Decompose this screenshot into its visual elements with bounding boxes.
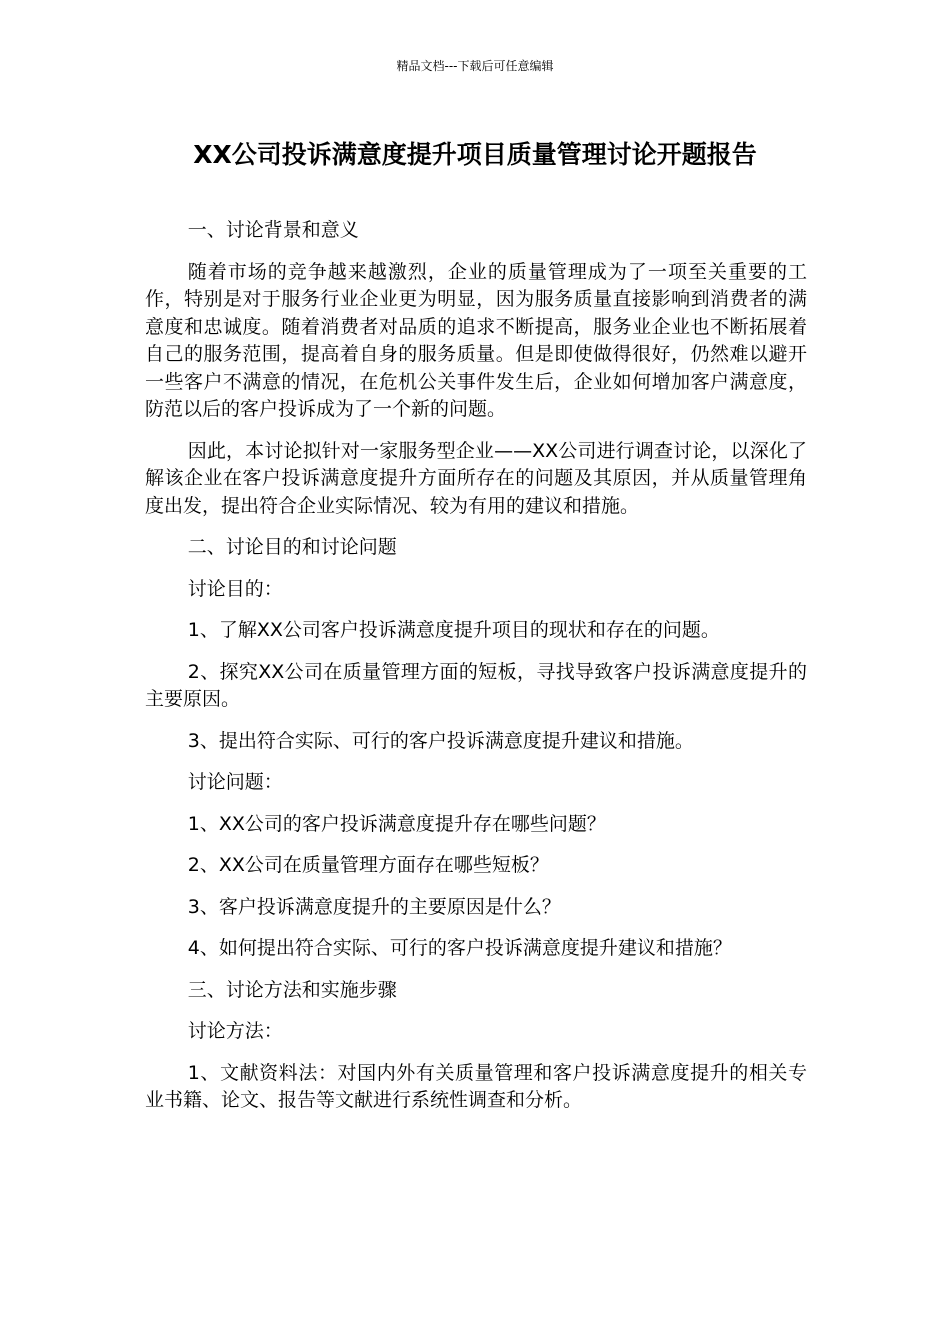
purpose-paragraph: 因此，本讨论拟针对一家服务型企业——XX公司进行调查讨论，以深化了解该企业在客户投诉满意度提升方面所存在的问题及其原因，并从质量管理角度出发，提出符合企业实际情况、较为有用的建议和措施。 <box>145 439 807 517</box>
document-title: XX公司投诉满意度提升项目质量管理讨论开题报告 <box>193 140 757 169</box>
document-body <box>145 217 807 1129</box>
questions-label: 讨论问题： <box>187 771 283 793</box>
section-heading-methods: 三、讨论方法和实施步骤 <box>187 978 397 1001</box>
background-paragraph: 随着市场的竞争越来越激烈，企业的质量管理成为了一项至关重要的工作，特别是对于服务行业企业更为明显，因为服务质量直接影响到消费者的满意度和忠诚度。随着消费者对品质的追求不断提高，服务业企业也不断拓展着自己的服务范围，提高着自身的服务质量。但是即使做得很好，仍然难以避开一些客户不满意的情况，在危机公关事件发生后，企业如何增加客户满意度，防范以后的客户投诉成为了一个新的问题。 <box>145 260 807 420</box>
question-item: 4、如何提出符合实际、可行的客户投诉满意度提升建议和措施？ <box>187 937 732 959</box>
section-heading-background: 一、讨论背景和意义 <box>187 219 359 241</box>
question-item: 3、客户投诉满意度提升的主要原因是什么？ <box>187 895 561 918</box>
objective-item: 2、探究XX公司在质量管理方面的短板，寻找导致客户投诉满意度提升的主要原因。 <box>145 660 807 710</box>
objective-item: 1、了解XX公司客户投诉满意度提升项目的现状和存在的问题。 <box>187 619 720 641</box>
objectives-label: 讨论目的： <box>187 577 283 600</box>
question-item: 2、XX公司在质量管理方面存在哪些短板？ <box>187 854 549 876</box>
method-item: 1、文献资料法：对国内外有关质量管理和客户投诉满意度提升的相关专业书籍、论文、报告等文献进行系统性调查和分析。 <box>145 1061 807 1111</box>
question-item: 1、XX公司的客户投诉满意度提升存在哪些问题？ <box>187 812 606 835</box>
section-heading-objectives: 二、讨论目的和讨论问题 <box>187 536 397 558</box>
methods-label: 讨论方法： <box>187 1020 283 1042</box>
page-header: 精品文档---下载后可任意编辑 <box>396 59 554 73</box>
objective-item: 3、提出符合实际、可行的客户投诉满意度提升建议和措施。 <box>187 729 694 752</box>
